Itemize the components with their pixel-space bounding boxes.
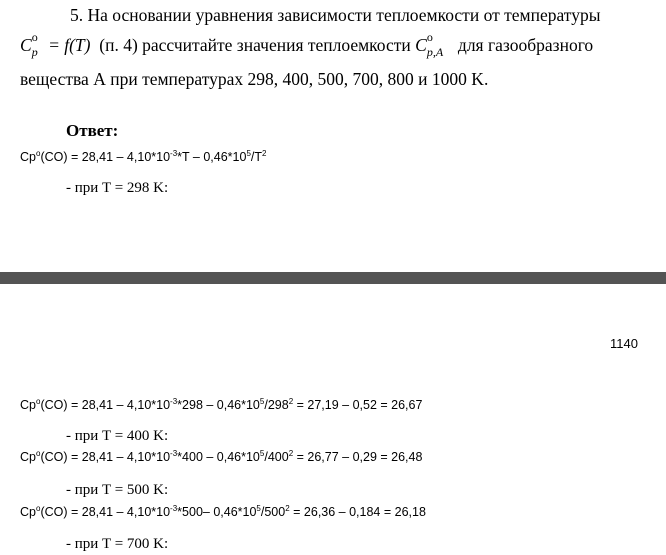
capacity-symbol-a: $C^o_{p,A}$ — [415, 29, 444, 59]
task-line-2 — [20, 29, 594, 59]
function-expression: = f(T) — [48, 35, 91, 55]
page-gap — [0, 272, 666, 284]
general-equation: $Cp^o(CO) = 28,41 - 4,10*10^{-3}*T - 0,46*10^5/T^2$ — [20, 148, 267, 164]
calc-400: $Cp^o(CO) = 28,41 - 4,10*10^{-3}*400 - 0,46*10^5/400^2 = 26,77 - 0,29 = 26,48$ — [20, 448, 423, 464]
task-line-1: 5. На основании уравнения зависимости теплоемкости от температуры — [70, 5, 601, 25]
item-label-298: - при T = 298 K: — [66, 180, 169, 196]
item-label-400: - при T = 400 K: — [66, 428, 169, 444]
task-text-end: для газообразного — [457, 35, 594, 55]
capacity-symbol: $C^o_p$ — [20, 29, 38, 59]
item-label-500: - при T = 500 K: — [66, 482, 169, 498]
calc-500: $Cp^o(CO) = 28,41 - 4,10*10^{-3}*500-$ $0,46*10^5/500^2 = 26,36 - 0,184 = 26,18$ — [20, 503, 426, 519]
item-label-700: - при T = 700 K: — [66, 536, 169, 552]
task-text-mid: (п. 4) рассчитайте значения теплоемкости — [99, 35, 411, 55]
answer-label: Ответ: — [66, 121, 119, 140]
page-number: 1140 — [610, 336, 638, 351]
task-line-3: вещества А при температурах 298, 400, 500, 700, 800 и 1000 K. — [20, 69, 489, 89]
calc-298: $Cp^o(CO) = 28,41 - 4,10*10^{-3}*298 - 0,46*10^5/298^2 = 27,19 - 0,52 = 26,67$ — [20, 396, 423, 412]
